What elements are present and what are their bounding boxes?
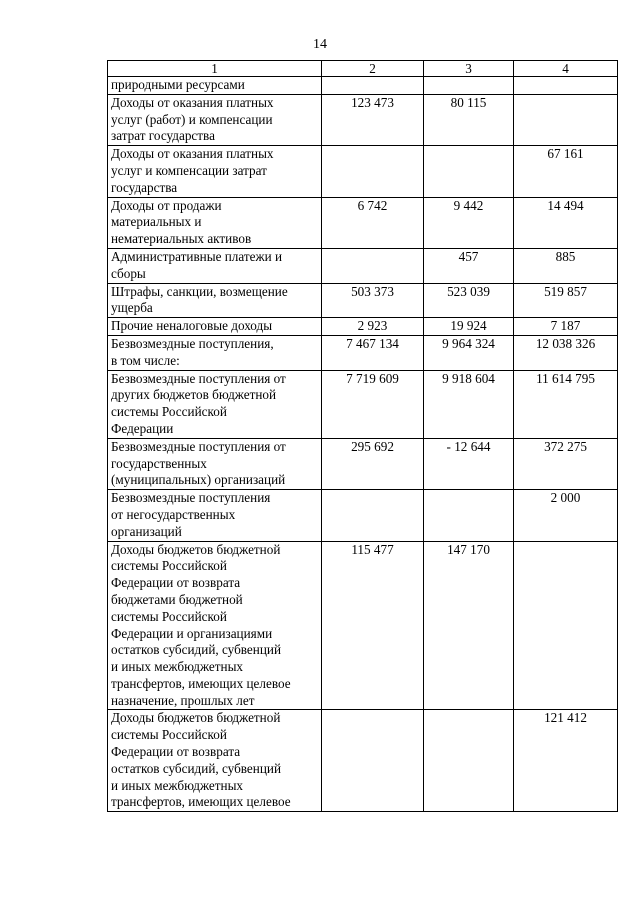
row-label <box>108 335 322 370</box>
cell-value-col2: 2 923 <box>322 318 424 336</box>
cell-value-col3 <box>424 77 514 95</box>
row-label-line: системы Российской <box>111 608 227 624</box>
row-label-line: Федерации от возврата <box>111 744 241 760</box>
row-label-line: системы Российской <box>111 404 227 420</box>
cell-value-col3: - 12 644 <box>424 438 514 489</box>
row-label-line: системы Российской <box>111 727 227 743</box>
row-label <box>108 248 322 283</box>
cell-value-col4 <box>514 77 618 95</box>
row-label <box>108 318 322 336</box>
row-label-line: Доходы бюджетов бюджетной <box>111 541 281 557</box>
column-header-3: 3 <box>424 61 514 77</box>
cell-value-col3: 9 442 <box>424 197 514 248</box>
row-label-line: в том числе: <box>111 352 180 368</box>
row-label-line: Федерации <box>111 420 174 436</box>
row-label-line: Доходы от оказания платных <box>111 94 274 110</box>
cell-value-col4: 2 000 <box>514 490 618 541</box>
cell-value-col2 <box>322 490 424 541</box>
column-header-4: 4 <box>514 61 618 77</box>
table-row <box>108 197 618 248</box>
row-label <box>108 94 322 145</box>
table-row <box>108 370 618 438</box>
cell-value-col4: 14 494 <box>514 197 618 248</box>
cell-value-col4: 121 412 <box>514 710 618 812</box>
row-label <box>108 490 322 541</box>
row-label-line: Доходы бюджетов бюджетной <box>111 710 281 726</box>
row-label-line: Безвозмездные поступления, <box>111 335 274 351</box>
row-label-line: государственных <box>111 455 207 471</box>
cell-value-col4: 11 614 795 <box>514 370 618 438</box>
row-label-line: материальных и <box>111 214 202 230</box>
row-label-line: Безвозмездные поступления от <box>111 370 286 386</box>
cell-value-col3: 147 170 <box>424 541 514 710</box>
cell-value-col2: 123 473 <box>322 94 424 145</box>
table-header-row <box>108 61 618 77</box>
cell-value-col3: 19 924 <box>424 318 514 336</box>
table-row <box>108 283 618 318</box>
table-row <box>108 438 618 489</box>
row-label-line: от негосударственных <box>111 506 236 522</box>
cell-value-col4: 885 <box>514 248 618 283</box>
row-label-line: Доходы от оказания платных <box>111 146 274 162</box>
row-label-line: Безвозмездные поступления от <box>111 438 286 454</box>
cell-value-col2 <box>322 710 424 812</box>
row-label <box>108 146 322 197</box>
row-label-line: трансфертов, имеющих целевое <box>111 794 291 810</box>
cell-value-col4: 67 161 <box>514 146 618 197</box>
cell-value-col4: 372 275 <box>514 438 618 489</box>
row-label-line: Административные платежи и <box>111 248 283 264</box>
row-label-line: системы Российской <box>111 558 227 574</box>
cell-value-col2: 6 742 <box>322 197 424 248</box>
cell-value-col2: 503 373 <box>322 283 424 318</box>
table-row <box>108 77 618 95</box>
cell-value-col3: 523 039 <box>424 283 514 318</box>
row-label-line: Доходы от продажи <box>111 197 222 213</box>
cell-value-col2 <box>322 248 424 283</box>
row-label-line: и иных межбюджетных <box>111 777 244 793</box>
cell-value-col2: 115 477 <box>322 541 424 710</box>
row-label <box>108 370 322 438</box>
row-label-line: Федерации и организациями <box>111 625 273 641</box>
row-label <box>108 438 322 489</box>
row-label-line: Безвозмездные поступления <box>111 490 271 506</box>
revenue-table <box>107 60 618 812</box>
row-label <box>108 283 322 318</box>
cell-value-col3 <box>424 146 514 197</box>
row-label <box>108 710 322 812</box>
cell-value-col2 <box>322 146 424 197</box>
table-row <box>108 490 618 541</box>
table-row <box>108 146 618 197</box>
cell-value-col4: 12 038 326 <box>514 335 618 370</box>
row-label-line: Штрафы, санкции, возмещение <box>111 283 288 299</box>
row-label-line: государства <box>111 179 178 195</box>
row-label-line: затрат государства <box>111 128 215 144</box>
cell-value-col2 <box>322 77 424 95</box>
table-row <box>108 318 618 336</box>
row-label-line: бюджетами бюджетной <box>111 591 243 607</box>
cell-value-col3: 9 964 324 <box>424 335 514 370</box>
row-label <box>108 77 322 95</box>
table-row <box>108 335 618 370</box>
table-row <box>108 541 618 710</box>
row-label <box>108 197 322 248</box>
cell-value-col4 <box>514 541 618 710</box>
row-label-line: остатков субсидий, субвенций <box>111 642 282 658</box>
row-label-line: остатков субсидий, субвенций <box>111 760 282 776</box>
cell-value-col2: 7 467 134 <box>322 335 424 370</box>
row-label-line: сборы <box>111 265 146 281</box>
cell-value-col4: 7 187 <box>514 318 618 336</box>
row-label-line: природными ресурсами <box>111 77 245 92</box>
cell-value-col4 <box>514 94 618 145</box>
column-header-2: 2 <box>322 61 424 77</box>
cell-value-col2: 7 719 609 <box>322 370 424 438</box>
row-label-line: трансфертов, имеющих целевое <box>111 675 291 691</box>
row-label-line: и иных межбюджетных <box>111 659 244 675</box>
table-row <box>108 94 618 145</box>
table-row <box>108 248 618 283</box>
row-label-line: назначение, прошлых лет <box>111 692 255 708</box>
column-header-1: 1 <box>108 61 322 77</box>
row-label-line: других бюджетов бюджетной <box>111 387 277 403</box>
cell-value-col3 <box>424 710 514 812</box>
cell-value-col4: 519 857 <box>514 283 618 318</box>
row-label <box>108 541 322 710</box>
cell-value-col3: 457 <box>424 248 514 283</box>
row-label-line: Федерации от возврата <box>111 575 241 591</box>
row-label-line: услуг (работ) и компенсации <box>111 111 273 127</box>
row-label-line: (муниципальных) организаций <box>111 472 286 488</box>
cell-value-col3: 9 918 604 <box>424 370 514 438</box>
table-row <box>108 710 618 812</box>
row-label-line: нематериальных активов <box>111 231 252 247</box>
cell-value-col3: 80 115 <box>424 94 514 145</box>
cell-value-col3 <box>424 490 514 541</box>
row-label-line: Прочие неналоговые доходы <box>111 318 273 334</box>
row-label-line: услуг и компенсации затрат <box>111 162 267 178</box>
row-label-line: организаций <box>111 523 182 539</box>
page-number: 14 <box>313 37 327 52</box>
row-label-line: ущерба <box>111 300 153 316</box>
cell-value-col2: 295 692 <box>322 438 424 489</box>
